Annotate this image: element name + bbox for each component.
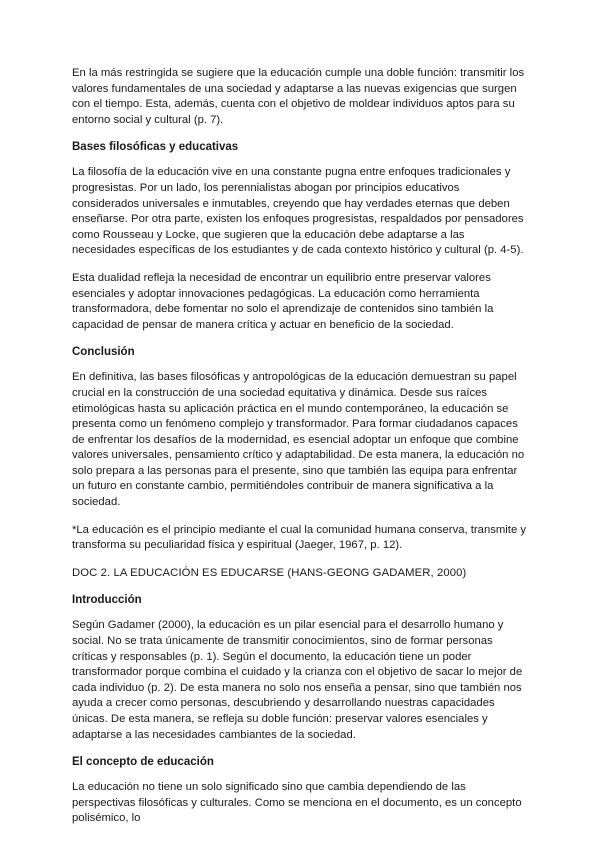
document-page <box>72 66 528 839</box>
conclusion-heading: Conclusión <box>72 346 135 359</box>
introduction-paragraph: Según Gadamer (2000), la educación es un pilar esencial para el desarrollo humano y social. No se trata únicamente de transmitir conocimientos, sino de formar personas críticas y responsables (p. 1). Según el documento, la educación tiene un poder transformador porque combina el cuidado y la crianza con el objetivo de sacar lo mejor de cada individuo (p. 2). De esta manera no solo nos enseña a pensar, sino que también nos ayuda a crecer como personas, descubriendo y desarrollando nuestras capacidades únicas. De esta manera, se refleja su doble función: preservar valores esenciales y adaptarse a las necesidades cambiantes de la sociedad. <box>72 619 523 741</box>
intro-paragraph: En la más restringida se sugiere que la educación cumple una doble función: transmitir los valores fundamentales de una sociedad y adaptarse a las nuevas exigencias que surgen con el tiempo. Esta, además, cuenta con el objetivo de moldear individuos aptos para su entorno social y cultural (p. 7). <box>72 67 525 126</box>
concept-heading: El concepto de educación <box>72 756 214 769</box>
bases-paragraph-2: Esta dualidad refleja la necesidad de encontrar un equilibrio entre preservar valores esenciales y adoptar innovaciones pedagógicas. La educación como herramienta transformadora, debe fomentar no solo el aprendizaje de contenidos sino también la capacidad de pensar de manera crítica y actuar en beneficio de la sociedad. <box>72 271 494 331</box>
bases-paragraph-1: La filosofía de la educación vive en una constante pugna entre enfoques tradicionales y progresistas. Por un lado, los perennialistas abogan por principios educativos considerados universales e inmutables, creyendo que hay verdades eternas que deben enseñarse. Por otra parte, existen los enfoques progresistas, respaldados por pensadores como Rousseau y Locke, que sugieren que la educación debe adaptarse a las necesidades específicas de los estudiantes y de cada contexto histórico y cultural (p. 4-5). <box>72 166 524 257</box>
introduction-heading: Introducción <box>72 594 142 607</box>
doc2-title: DOC 2. LA EDUCACIÓN ES EDUCARSE (HANS-GEONG GADAMER, 2000) <box>72 566 467 579</box>
conclusion-paragraph: En definitiva, las bases filosóficas y antropológicas de la educación demuestran su papel crucial en la construcción de una sociedad equitativa y dinámica. Desde sus raíces etimológicas hasta su aplicación práctica en el mundo contemporáneo, la educación se presenta como un fenómeno complejo y transformador. Para formar ciudadanos capaces de enfrentar los desafíos de la modernidad, es esencial adoptar un enfoque que combine valores universales, pensamiento crítico y adaptabilidad. De esta manera, la educación no solo prepara a las personas para el presente, sino que también las equipa para enfrentar un futuro en constante cambio, permitiéndoles contribuir de manera significativa a la sociedad. <box>72 371 525 509</box>
quote-paragraph: *La educación es el principio mediante el cual la comunidad humana conserva, transmite y transforma su peculiaridad física y espiritual (Jaeger, 1967, p. 12). <box>72 523 527 552</box>
bases-heading: Bases filosóficas y educativas <box>72 141 239 154</box>
concept-paragraph: La educación no tiene un solo significado sino que cambia dependiendo de las perspectivas filosóficas y culturales. Como se menciona en el documento, es un concepto polisémico, lo <box>72 781 522 825</box>
